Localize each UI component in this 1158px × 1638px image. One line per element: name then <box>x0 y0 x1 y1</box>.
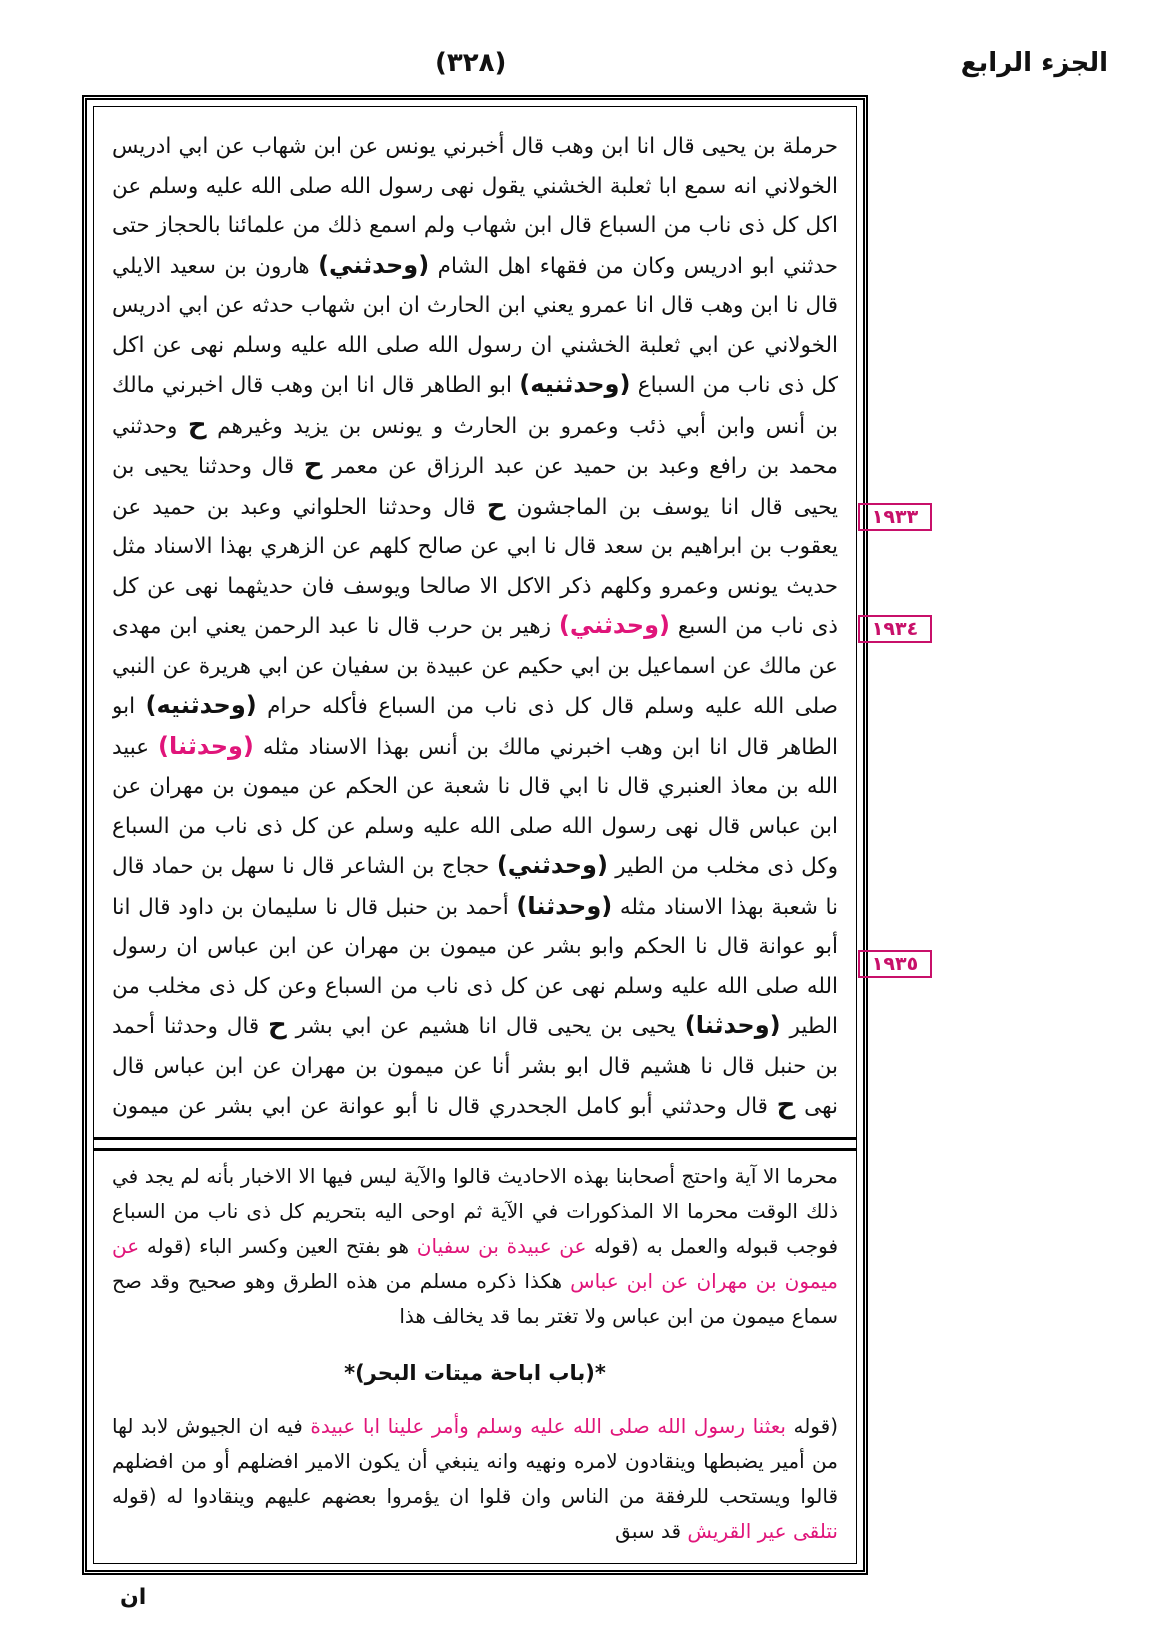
commentary-paragraph <box>112 1409 838 1549</box>
hadith-text: زهير بن حرب قال نا عبد الرحمن يعني ابن مهدى عن مالك عن اسماعيل بن ابي حكيم عن عبيدة بن سفيان عن ابي هريرة عن النبي صلى الله عليه وسلم قال كل ذى ناب من السباع فأكله حرام <box>112 614 838 719</box>
commentary-text: محرما الا آية واحتج أصحابنا بهذه الاحاديث قالوا والآية ليس فيها الا الاخبار بأنه لم يجد في ذلك الوقت محرما الا المذكورات في الآية ثم اوحى اليه بتحريم كل ذى ناب من السباع فوجب قبوله والعمل به <box>112 1164 838 1258</box>
hadith-text: قال وحدثني أبو كامل الجحدري قال نا أبو عوانة عن ابي بشر عن ميمون <box>112 1094 768 1119</box>
narration-word: (وحدثنيه) <box>145 691 257 719</box>
commentary-lemma: عن عبيدة بن سفيان <box>416 1234 587 1258</box>
page-frame <box>82 95 868 1575</box>
narration-word: (وحدثنا) <box>684 1011 781 1039</box>
hadith-text: ابو الطاهر قال انا ابن وهب قال اخبرني مالك بن أنس وابن أبي ذئب وعمرو بن الحارث و يونس بن يزيد وغيرهم <box>112 373 838 439</box>
tahwil-mark: ح <box>303 450 323 480</box>
tahwil-mark: ح <box>187 409 207 440</box>
commentary-text: قد سبق <box>615 1519 682 1543</box>
tahwil-mark: ح <box>268 1010 287 1040</box>
part-title: الجزء الرابع <box>960 48 1108 78</box>
commentary-text: (قوله <box>793 1414 838 1438</box>
tahwil-mark: ح <box>486 490 506 521</box>
hadith-text: يحيى بن يحيى قال انا هشيم عن ابي بشر <box>295 1014 676 1039</box>
commentary-paragraph <box>112 1159 838 1334</box>
narration-word: (وحدثنيه) <box>519 370 631 398</box>
tahwil-mark: ح <box>776 1090 796 1120</box>
frame-inner-border <box>93 106 857 1564</box>
hadith-text-block <box>112 127 838 1127</box>
catchword: ان <box>120 1585 147 1610</box>
commentary-lemma: نتلقى عير القريش <box>687 1519 838 1543</box>
narration-word: (وحدثنا) <box>158 731 254 760</box>
commentary-text: هكذا ذكره مسلم من هذه الطرق وهو صحيح وقد صح سماع ميمون من ابن عباس ولا تغتر بما قد يخالف هذا <box>112 1269 838 1328</box>
commentary-lemma: عن ميمون بن مهران عن ابن عباس <box>112 1234 838 1293</box>
commentary-text: (قوله <box>594 1234 639 1258</box>
commentary-text: (قوله <box>146 1234 192 1258</box>
commentary-text: فيه ان الجيوش لابد لها من أمير يضبطها وينقادون لامره ونهيه وانه ينبغي أن يكون الامير افضلهم أو من افضلهم قالوا ويستحب للرفقة من الناس وان قلوا ان يؤمروا بعضهم عليهم وينقادوا له <box>112 1414 838 1508</box>
narration-word: (وحدثني) <box>558 611 670 639</box>
hadith-text: وحدثني محمد بن رافع وعبد بن حميد عن عبد الرزاق عن معمر <box>112 413 838 479</box>
section-divider <box>94 1137 856 1151</box>
hadith-text: ابو الطاهر قال انا ابن وهب اخبرني مالك بن أنس بهذا الاسناد مثله <box>112 694 838 760</box>
commentary-block <box>112 1159 838 1559</box>
hadith-text: قال وحدثنا يحيى بن يحيى قال انا يوسف بن الماجشون <box>112 454 838 520</box>
running-head <box>355 48 1108 88</box>
narration-word: (وحدثنا) <box>516 891 613 920</box>
narration-word: (وحدثني) <box>318 250 430 279</box>
hadith-number-box: ١٩٣٣ <box>858 503 932 531</box>
commentary-text: (قوله <box>112 1484 157 1508</box>
chapter-heading: *(باب اباحة ميتات البحر)* <box>344 1361 606 1385</box>
page-number: (٣٢٨) <box>435 48 507 78</box>
hadith-text: حجاج بن الشاعر قال نا سهل بن حماد قال نا شعبة بهذا الاسناد مثله <box>112 854 838 920</box>
hadith-text: قال وحدثنا الحلواني وعبد بن حميد عن يعقوب بن ابراهيم بن سعد قال نا ابي عن صالح كلهم عن الزهري بهذا الاسناد مثل حديث يونس وعمرو وكلهم ذكر الاكل الا صالحا ويوسف فان حديثهما نهى عن كل ذى ناب من السبع <box>112 494 838 639</box>
hadith-text: أحمد بن حنبل قال نا سليمان بن داود قال انا أبو عوانة قال نا الحكم وابو بشر عن ميمون بن مهران عن ابن عباس ان رسول الله صلى الله عليه وسلم نهى عن كل ذى ناب من السباع وعن كل ذى مخلب من الطير <box>112 894 838 1039</box>
hadith-text: قال وحدثنا أحمد بن حنبل قال نا هشيم قال ابو بشر أنا عن ميمون بن مهران عن ابن عباس قال نهى <box>112 1014 838 1119</box>
narration-word: (وحدثني) <box>496 851 608 879</box>
hadith-number-box: ١٩٣٤ <box>858 615 932 643</box>
hadith-text: عبيد الله بن معاذ العنبري قال نا ابي قال نا شعبة عن الحكم عن ميمون بن مهران عن ابن عباس قال نهى رسول الله صلى الله عليه وسلم عن كل ذى ناب من السباع وكل ذى مخلب من الطير <box>112 734 838 879</box>
hadith-text: هارون بن سعيد الايلي قال نا ابن وهب قال انا عمرو يعني ابن الحارث ان ابن شهاب حدثه عن ابي ادريس الخولاني عن ابي ثعلبة الخشني ان رسول الله صلى الله عليه وسلم نهى عن اكل كل ذى ناب من السباع <box>112 253 838 398</box>
commentary-lemma: بعثنا رسول الله صلى الله عليه وسلم وأمر علينا ابا عبيدة <box>310 1414 786 1438</box>
hadith-text: حرملة بن يحيى قال انا ابن وهب قال أخبرني يونس عن ابن شهاب عن ابي ادريس الخولاني انه سمع ابا ثعلبة الخشني يقول نهى رسول الله صلى الله عليه وسلم عن اكل كل ذى ناب من السباع قال ابن شهاب ولم اسمع ذلك من علمائنا بالحجاز حتى حدثني ابو ادريس وكان من فقهاء اهل الشام <box>112 134 838 279</box>
hadith-number-box: ١٩٣٥ <box>858 950 932 978</box>
commentary-text: هو بفتح العين وكسر الباء <box>199 1234 410 1258</box>
